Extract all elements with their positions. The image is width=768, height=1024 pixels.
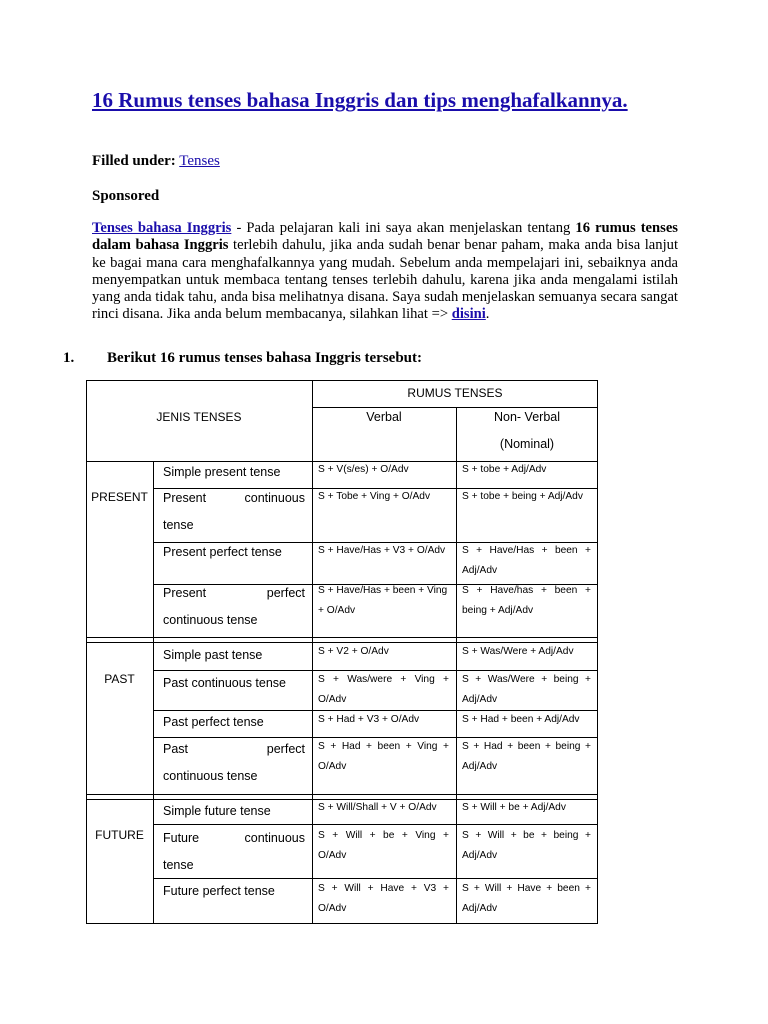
tense-cell: Simple present tense [163, 465, 281, 479]
table-border [86, 794, 598, 795]
tense-cell: continuous tense [163, 613, 258, 627]
header-jenis: JENIS TENSES [156, 410, 242, 424]
intro-end: . [485, 306, 490, 323]
nominal-cell: S + Was/Were + being + [462, 674, 591, 685]
list-text: Berikut 16 rumus tenses bahasa Inggris tersebut: [107, 350, 423, 366]
verbal-cell: S + Will/Shall + V + O/Adv [318, 802, 437, 813]
category-link[interactable]: Tenses [179, 153, 220, 169]
verbal-cell: S + Tobe + Ving + O/Adv [318, 491, 431, 502]
group-past: PAST [104, 672, 135, 686]
table-border [86, 637, 598, 638]
nominal-cell: S + tobe + being + Adj/Adv [462, 491, 583, 502]
header-verbal: Verbal [366, 410, 402, 424]
nominal-cell: S + Had + been + Adj/Adv [462, 714, 580, 725]
tense-cell: Present perfect [163, 586, 305, 600]
verbal-cell: S + V(s/es) + O/Adv [318, 464, 409, 475]
table-border [153, 461, 154, 924]
verbal-cell: S + Was/were + Ving + [318, 674, 449, 685]
intro-text-b: terlebih dahulu, jika anda sudah benar benar paham, maka anda bisa lanjut ke bagai mana cara menghafalkannya yang mudah. Sebelum anda mempelajari ini, sebaiknya anda menyempatkan untuk membaca tentang tenses terlebih dahulu, karena jika anda mengalami istilah yang anda tidak tahu, anda bisa melihatnya disana. Saya sudah menjelaskan semuanya secara sangat rinci disana. Jika anda belum membacanya, silahkan lihat => [92, 237, 678, 323]
tense-cell: Future continuous [163, 831, 305, 845]
verbal-cell: O/Adv [318, 903, 347, 914]
nominal-cell: S + Will + be + being + [462, 830, 591, 841]
group-present: PRESENT [91, 490, 148, 504]
verbal-cell: O/Adv [318, 850, 347, 861]
nominal-cell: S + Have/has + been + [462, 585, 591, 596]
tense-cell: Past perfect tense [163, 715, 264, 729]
tense-cell: Future perfect tense [163, 884, 275, 898]
nominal-cell: S + Will + Have + been + [462, 883, 591, 894]
verbal-cell: S + Will + Have + V3 + [318, 883, 449, 894]
tense-cell: tense [163, 518, 194, 532]
nominal-cell: Adj/Adv [462, 761, 498, 772]
header-rumus: RUMUS TENSES [407, 386, 503, 400]
nominal-cell: S + Was/Were + Adj/Adv [462, 646, 574, 657]
verbal-cell: S + V2 + O/Adv [318, 646, 389, 657]
tense-cell: continuous tense [163, 769, 258, 783]
table-border [312, 461, 313, 924]
tense-cell: Simple past tense [163, 648, 263, 662]
verbal-cell: O/Adv [318, 694, 347, 705]
tense-cell: Past perfect [163, 742, 305, 756]
tense-cell: Past continuous tense [163, 676, 286, 690]
filled-under-label: Filled under: [92, 153, 176, 169]
verbal-cell: S + Had + been + Ving + [318, 741, 449, 752]
nominal-cell: S + tobe + Adj/Adv [462, 464, 547, 475]
tenses-link[interactable]: Tenses bahasa Inggris [92, 220, 232, 236]
table-border [86, 923, 598, 924]
tense-cell: Simple future tense [163, 804, 271, 818]
header-nonverbal: Non- Verbal [493, 410, 560, 424]
disini-link[interactable]: disini [451, 306, 486, 323]
header-nominal: (Nominal) [499, 437, 555, 451]
intro-bold: 16 rumus tenses dalam bahasa Inggris [92, 220, 678, 254]
verbal-cell: O/Adv [318, 761, 347, 772]
filled-under [92, 153, 220, 170]
sponsored-label: Sponsored [92, 188, 160, 204]
nominal-cell: Adj/Adv [462, 694, 498, 705]
tenses-table [86, 380, 598, 924]
tense-cell: Present continuous [163, 491, 305, 505]
verbal-cell: S + Have/Has + V3 + O/Adv [318, 545, 446, 556]
group-future: FUTURE [95, 828, 144, 842]
list-number: 1. [63, 350, 75, 366]
article-title [92, 88, 652, 112]
article-title-link[interactable]: 16 Rumus tenses bahasa Inggris dan tips menghafalkannya. [92, 88, 628, 112]
nominal-cell: being + Adj/Adv [462, 605, 534, 616]
nominal-cell: Adj/Adv [462, 565, 498, 576]
intro-text-a: - Pada pelajaran kali ini saya akan menjelaskan tentang [231, 220, 576, 236]
verbal-cell: S + Have/Has + been + Ving [318, 585, 448, 596]
tense-cell: tense [163, 858, 194, 872]
intro-paragraph [92, 220, 678, 324]
nominal-cell: S + Had + been + being + [462, 741, 591, 752]
verbal-cell: S + Will + be + Ving + [318, 830, 449, 841]
nominal-cell: S + Will + be + Adj/Adv [462, 802, 566, 813]
nominal-cell: Adj/Adv [462, 850, 498, 861]
tense-cell: Present perfect tense [163, 545, 282, 559]
table-border [456, 461, 457, 924]
verbal-cell: + O/Adv [318, 605, 356, 616]
nominal-cell: Adj/Adv [462, 903, 498, 914]
nominal-cell: S + Have/Has + been + [462, 545, 591, 556]
verbal-cell: S + Had + V3 + O/Adv [318, 714, 420, 725]
